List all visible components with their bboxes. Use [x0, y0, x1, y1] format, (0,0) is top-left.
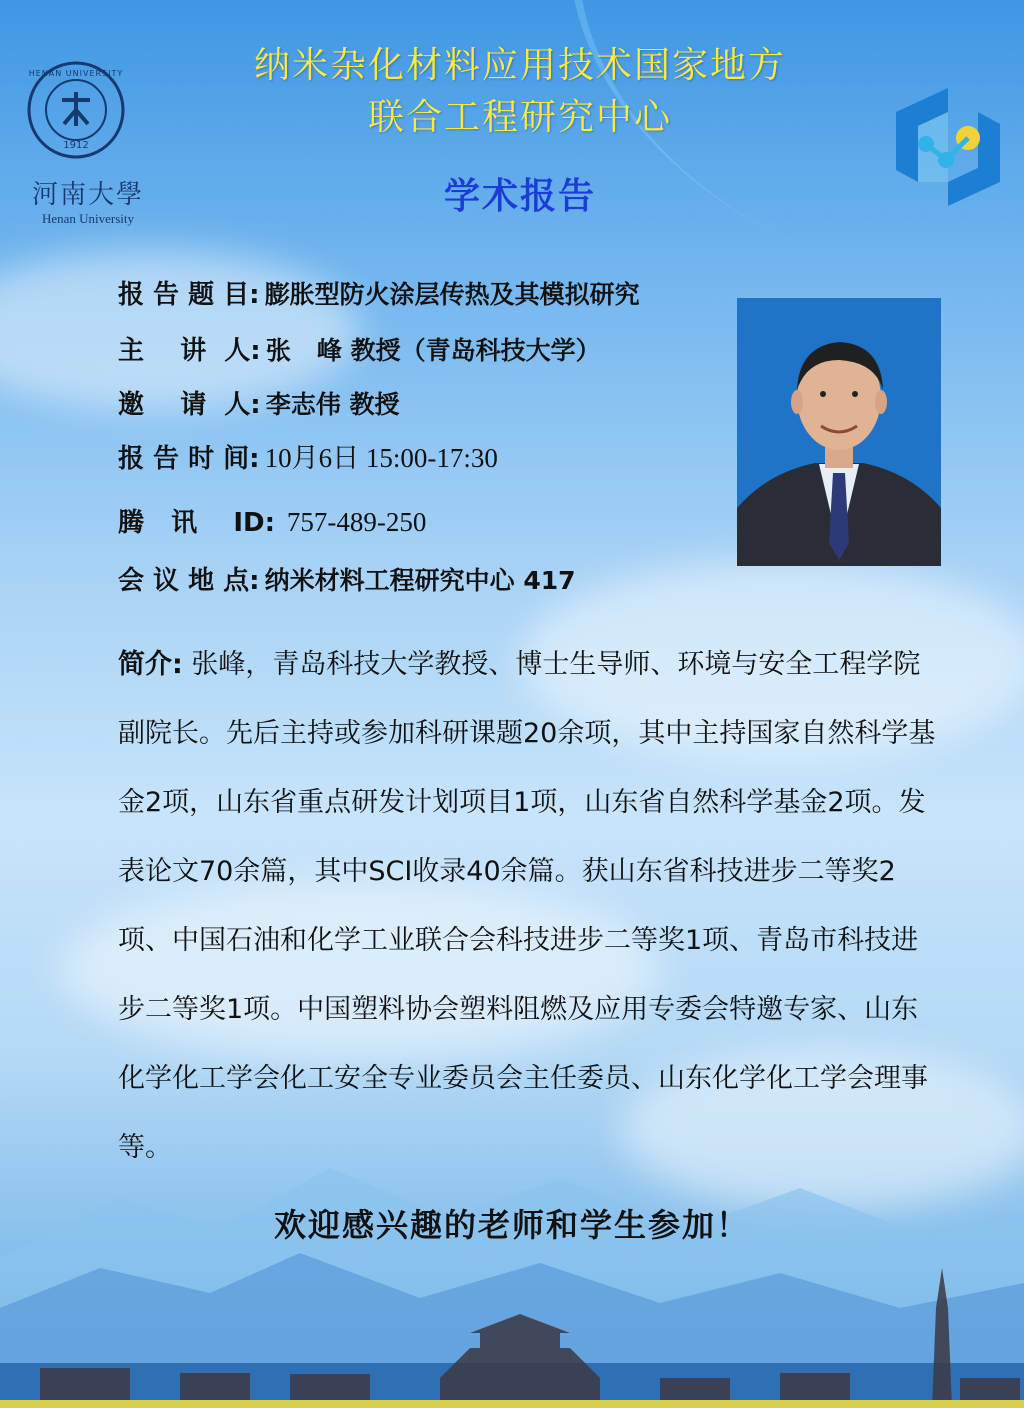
title-line-2: 联合工程研究中心 — [367, 97, 672, 138]
report-subtitle: 学术报告 — [443, 176, 596, 217]
info-label: 邀 请 人: — [118, 390, 261, 420]
henan-university-logo — [26, 60, 150, 227]
svg-text:1912: 1912 — [63, 140, 89, 151]
info-label: 会 议 地 点: — [118, 566, 260, 596]
center-title — [150, 40, 890, 144]
info-value: 纳米材料工程研究中心 417 — [264, 566, 576, 595]
svg-text:HENAN UNIVERSITY: HENAN UNIVERSITY — [28, 69, 124, 78]
info-label: 腾 讯 ID: — [118, 508, 276, 538]
speaker-introduction — [118, 630, 944, 1182]
university-seal-icon — [26, 60, 126, 160]
info-value: 10月6日 15:00-17:30 — [264, 443, 498, 473]
intro-text: 张峰，青岛科技大学教授、博士生导师、环境与安全工程学院副院长。先后主持或参加科研课题20余项，其中主持国家自然科学基金2项，山东省重点研发计划项目1项，山东省自然科学基金2项。发表论文70余篇，其中SCI收录40余篇。获山东省科技进步二等奖2项、中国石油和化学工业联合会科技进步二等奖1项、青岛市科技进步二等奖1项。中国塑料协会塑料阻燃及应用专委会特邀专家、山东化学化工学会化工安全专业委员会主任委员、山东化学化工学会理事等。 — [118, 649, 936, 1163]
info-row-tencent-id — [118, 502, 426, 539]
info-value: 膨胀型防火涂层传热及其模拟研究 — [264, 280, 640, 309]
info-row-location — [118, 560, 576, 597]
info-label: 主 讲 人: — [118, 336, 261, 366]
info-value: 757-489-250 — [280, 507, 427, 537]
info-label: 报 告 题 目: — [118, 280, 260, 310]
intro-label: 简介: — [118, 649, 183, 680]
info-row-inviter — [118, 384, 400, 421]
university-name-english: Henan University — [41, 211, 135, 226]
engineering-center-logo-icon — [888, 82, 1008, 212]
info-label: 报 告 时 间: — [118, 444, 260, 474]
speaker-portrait-icon — [737, 298, 941, 566]
info-value: 张 峰 教授（青岛科技大学） — [265, 336, 601, 365]
info-row-time — [118, 436, 498, 475]
info-value: 李志伟 教授 — [265, 390, 400, 419]
info-row-topic — [118, 274, 640, 311]
info-row-speaker — [118, 330, 601, 367]
title-line-1: 纳米杂化材料应用技术国家地方 — [253, 45, 786, 86]
welcome-message: 欢迎感兴趣的老师和学生参加！ — [273, 1206, 750, 1244]
speaker-photo — [737, 298, 941, 566]
university-name-script: 河南大學 — [31, 180, 144, 210]
